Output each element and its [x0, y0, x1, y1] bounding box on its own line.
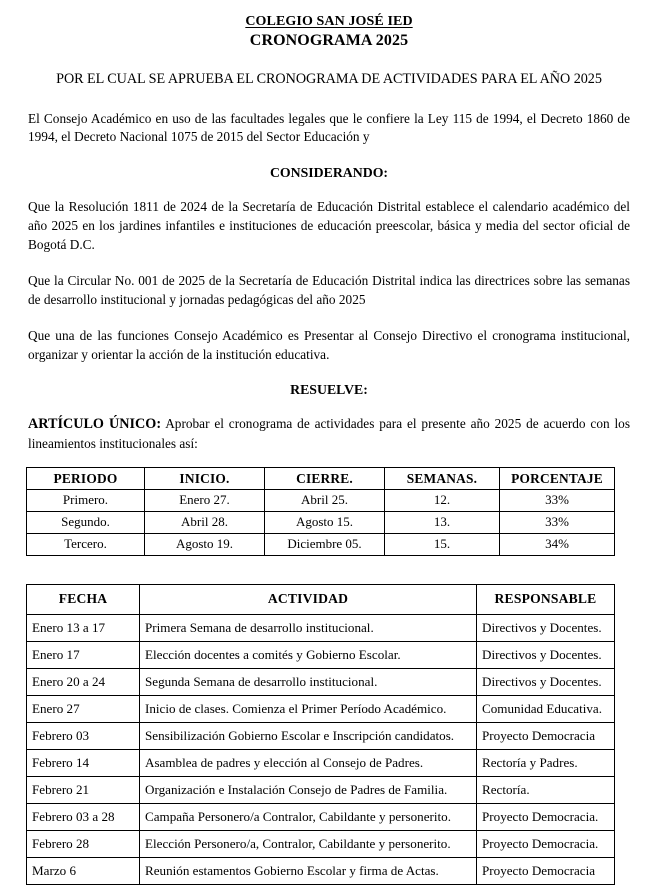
cell-periodo: Segundo.: [27, 512, 145, 534]
article-paragraph: [28, 414, 630, 453]
cell-actividad: Elección docentes a comités y Gobierno Escolar.: [140, 642, 477, 669]
column-header-porcentaje: PORCENTAJE: [500, 468, 615, 490]
table-row: [27, 534, 615, 556]
column-header-cierre: CIERRE.: [265, 468, 385, 490]
cell-responsable: Rectoría.: [477, 777, 615, 804]
cell-fecha: Febrero 03 a 28: [27, 804, 140, 831]
table-row: [27, 490, 615, 512]
table-row: [27, 512, 615, 534]
cell-actividad: Elección Personero/a, Contralor, Cabildante y personerito.: [140, 831, 477, 858]
cell-actividad: Asamblea de padres y elección al Consejo de Padres.: [140, 750, 477, 777]
cell-fecha: Enero 20 a 24: [27, 669, 140, 696]
column-header-periodo: PERIODO: [27, 468, 145, 490]
cell-cierre: Abril 25.: [265, 490, 385, 512]
considerando-paragraph-3: Que una de las funciones Consejo Académico es Presentar al Consejo Directivo el cronograma institucional, organizar y orientar la acción de la institución educativa.: [28, 327, 630, 362]
cell-actividad: Segunda Semana de desarrollo institucional.: [140, 669, 477, 696]
cell-responsable: Proyecto Democracia: [477, 723, 615, 750]
considerando-paragraph-1: Que la Resolución 1811 de 2024 de la Secretaría de Educación Distrital establece el calendario académico del año 2025 en los jardines infantiles e instituciones de educación preescolar, básica y media del sector oficial de Bogotá D.C.: [28, 199, 630, 252]
cell-actividad: Primera Semana de desarrollo institucional.: [140, 615, 477, 642]
cell-actividad: Inicio de clases. Comienza el Primer Período Académico.: [140, 696, 477, 723]
table-row: [27, 642, 615, 669]
cell-porcentaje: 34%: [500, 534, 615, 556]
cell-fecha: Enero 17: [27, 642, 140, 669]
document-subtitle: POR EL CUAL SE APRUEBA EL CRONOGRAMA DE ACTIVIDADES PARA EL AÑO 2025: [56, 70, 602, 87]
cell-semanas: 13.: [385, 512, 500, 534]
periodos-table: [26, 467, 615, 556]
cell-responsable: Directivos y Docentes.: [477, 669, 615, 696]
cell-inicio: Abril 28.: [145, 512, 265, 534]
cell-fecha: Marzo 6: [27, 858, 140, 885]
cell-periodo: Tercero.: [27, 534, 145, 556]
column-header-semanas: SEMANAS.: [385, 468, 500, 490]
cell-responsable: Proyecto Democracia: [477, 858, 615, 885]
document-title: [28, 12, 630, 51]
cell-actividad: Sensibilización Gobierno Escolar e Inscripción candidatos.: [140, 723, 477, 750]
cell-fecha: Febrero 14: [27, 750, 140, 777]
cell-responsable: Comunidad Educativa.: [477, 696, 615, 723]
resuelve-heading: RESUELVE:: [290, 382, 368, 398]
table-row: [27, 696, 615, 723]
cell-fecha: Enero 27: [27, 696, 140, 723]
table-header-row: [27, 585, 615, 615]
cell-fecha: Febrero 28: [27, 831, 140, 858]
cell-inicio: Enero 27.: [145, 490, 265, 512]
school-name: COLEGIO SAN JOSÉ IED: [245, 14, 413, 29]
cell-cierre: Agosto 15.: [265, 512, 385, 534]
cell-fecha: Febrero 03: [27, 723, 140, 750]
column-header-responsable: RESPONSABLE: [477, 585, 615, 615]
table-row: [27, 804, 615, 831]
table-row: [27, 615, 615, 642]
cell-responsable: Proyecto Democracia.: [477, 831, 615, 858]
considerando-heading: CONSIDERANDO:: [269, 165, 389, 181]
cell-porcentaje: 33%: [500, 490, 615, 512]
cronograma-table: [26, 584, 615, 885]
cell-fecha: Febrero 21: [27, 777, 140, 804]
considerando-paragraph-2: Que la Circular No. 001 de 2025 de la Secretaría de Educación Distrital indica las directrices sobre las semanas de desarrollo institucional y jornadas pedagógicas del año 2025: [28, 272, 630, 307]
cell-inicio: Agosto 19.: [145, 534, 265, 556]
table-header-row: [27, 468, 615, 490]
cell-actividad: Organización e Instalación Consejo de Padres de Familia.: [140, 777, 477, 804]
cell-actividad: Reunión estamentos Gobierno Escolar y firma de Actas.: [140, 858, 477, 885]
cell-responsable: Proyecto Democracia.: [477, 804, 615, 831]
table-row: [27, 723, 615, 750]
cell-porcentaje: 33%: [500, 512, 615, 534]
article-text: Aprobar el cronograma de actividades para el presente año 2025 de acuerdo con los lineamientos institucionales así:: [28, 416, 630, 451]
table-row: [27, 669, 615, 696]
cell-responsable: Directivos y Docentes.: [477, 615, 615, 642]
table-row: [27, 858, 615, 885]
cell-actividad: Campaña Personero/a Contralor, Cabildante y personerito.: [140, 804, 477, 831]
column-header-fecha: FECHA: [27, 585, 140, 615]
table-row: [27, 831, 615, 858]
table-row: [27, 750, 615, 777]
document-heading: CRONOGRAMA 2025: [249, 31, 409, 49]
article-label: ARTÍCULO ÚNICO:: [28, 416, 162, 433]
column-header-actividad: ACTIVIDAD: [140, 585, 477, 615]
table-row: [27, 777, 615, 804]
cell-semanas: 15.: [385, 534, 500, 556]
intro-paragraph: El Consejo Académico en uso de las facultades legales que le confiere la Ley 115 de 1994, el Decreto 1860 de 1994, el Decreto Nacional 1075 de 2015 del Sector Educación y: [28, 110, 630, 145]
cell-periodo: Primero.: [27, 490, 145, 512]
cell-responsable: Directivos y Docentes.: [477, 642, 615, 669]
cell-responsable: Rectoría y Padres.: [477, 750, 615, 777]
cell-semanas: 12.: [385, 490, 500, 512]
cell-cierre: Diciembre 05.: [265, 534, 385, 556]
column-header-inicio: INICIO.: [145, 468, 265, 490]
cell-fecha: Enero 13 a 17: [27, 615, 140, 642]
